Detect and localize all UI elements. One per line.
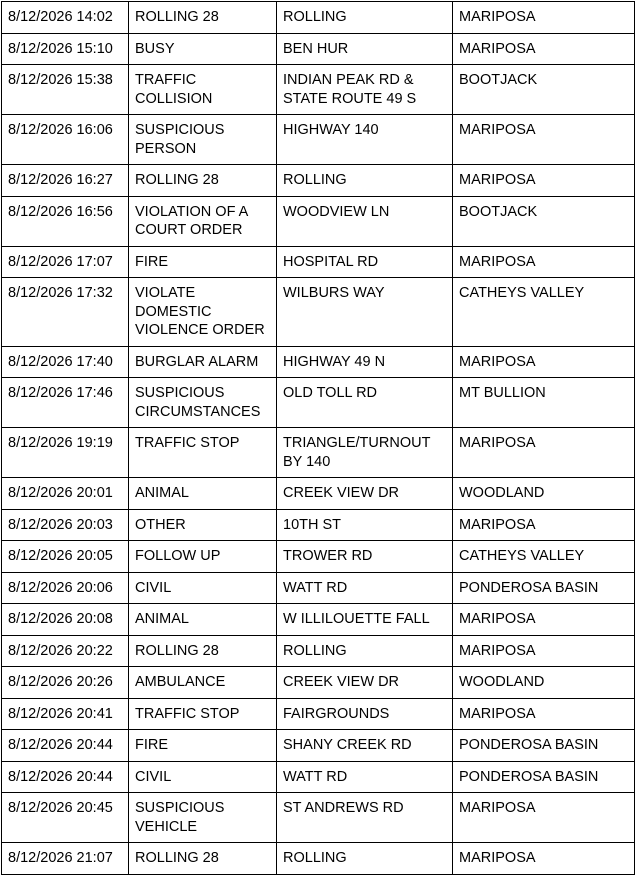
datetime-cell: 8/12/2026 20:44 (2, 730, 129, 762)
datetime-cell: 8/12/2026 20:05 (2, 541, 129, 573)
call-type-cell: CIVIL (129, 572, 277, 604)
city-cell: MARIPOSA (453, 165, 635, 197)
city-cell: PONDEROSA BASIN (453, 761, 635, 793)
call-type-cell: ROLLING 28 (129, 2, 277, 34)
call-type-cell: ROLLING 28 (129, 635, 277, 667)
datetime-cell: 8/12/2026 19:19 (2, 428, 129, 478)
city-cell: MARIPOSA (453, 509, 635, 541)
table-row (2, 793, 635, 843)
datetime-cell: 8/12/2026 20:41 (2, 698, 129, 730)
call-type-cell: CIVIL (129, 761, 277, 793)
table-row (2, 2, 635, 34)
city-cell: WOODLAND (453, 478, 635, 510)
location-cell: ROLLING (277, 843, 453, 875)
table-row (2, 698, 635, 730)
location-cell: TRIANGLE/TURNOUT BY 140 (277, 428, 453, 478)
call-type-cell: SUSPICIOUS CIRCUMSTANCES (129, 378, 277, 428)
datetime-cell: 8/12/2026 17:40 (2, 346, 129, 378)
city-cell: MT BULLION (453, 378, 635, 428)
table-row (2, 196, 635, 246)
table-row (2, 278, 635, 347)
location-cell: ROLLING (277, 165, 453, 197)
datetime-cell: 8/12/2026 20:44 (2, 761, 129, 793)
city-cell: WOODLAND (453, 667, 635, 699)
location-cell: OLD TOLL RD (277, 378, 453, 428)
call-type-cell: AMBULANCE (129, 667, 277, 699)
call-type-cell: BUSY (129, 33, 277, 65)
table-row (2, 604, 635, 636)
table-row (2, 730, 635, 762)
call-type-cell: ROLLING 28 (129, 843, 277, 875)
location-cell: ST ANDREWS RD (277, 793, 453, 843)
location-cell: 10TH ST (277, 509, 453, 541)
datetime-cell: 8/12/2026 16:06 (2, 115, 129, 165)
datetime-cell: 8/12/2026 20:22 (2, 635, 129, 667)
table-row (2, 541, 635, 573)
call-type-cell: OTHER (129, 509, 277, 541)
datetime-cell: 8/12/2026 20:08 (2, 604, 129, 636)
city-cell: CATHEYS VALLEY (453, 541, 635, 573)
datetime-cell: 8/12/2026 16:27 (2, 165, 129, 197)
location-cell: HIGHWAY 49 N (277, 346, 453, 378)
location-cell: WILBURS WAY (277, 278, 453, 347)
call-type-cell: ANIMAL (129, 478, 277, 510)
city-cell: PONDEROSA BASIN (453, 572, 635, 604)
datetime-cell: 8/12/2026 17:07 (2, 246, 129, 278)
city-cell: MARIPOSA (453, 793, 635, 843)
location-cell: SHANY CREEK RD (277, 730, 453, 762)
call-type-cell: FIRE (129, 730, 277, 762)
location-cell: ROLLING (277, 2, 453, 34)
call-type-cell: VIOLATION OF A COURT ORDER (129, 196, 277, 246)
datetime-cell: 8/12/2026 20:01 (2, 478, 129, 510)
table-row (2, 667, 635, 699)
city-cell: MARIPOSA (453, 604, 635, 636)
table-row (2, 65, 635, 115)
datetime-cell: 8/12/2026 20:26 (2, 667, 129, 699)
call-type-cell: TRAFFIC STOP (129, 698, 277, 730)
table-row (2, 478, 635, 510)
location-cell: W ILLILOUETTE FALL (277, 604, 453, 636)
call-log-table (1, 1, 635, 875)
city-cell: MARIPOSA (453, 115, 635, 165)
datetime-cell: 8/12/2026 15:10 (2, 33, 129, 65)
datetime-cell: 8/12/2026 16:56 (2, 196, 129, 246)
table-row (2, 165, 635, 197)
city-cell: BOOTJACK (453, 65, 635, 115)
location-cell: WOODVIEW LN (277, 196, 453, 246)
table-row (2, 346, 635, 378)
call-type-cell: ANIMAL (129, 604, 277, 636)
call-type-cell: VIOLATE DOMESTIC VIOLENCE ORDER (129, 278, 277, 347)
call-type-cell: ROLLING 28 (129, 165, 277, 197)
city-cell: MARIPOSA (453, 33, 635, 65)
location-cell: INDIAN PEAK RD & STATE ROUTE 49 S (277, 65, 453, 115)
city-cell: MARIPOSA (453, 428, 635, 478)
call-type-cell: SUSPICIOUS PERSON (129, 115, 277, 165)
table-row (2, 572, 635, 604)
city-cell: BOOTJACK (453, 196, 635, 246)
datetime-cell: 8/12/2026 21:07 (2, 843, 129, 875)
call-type-cell: FOLLOW UP (129, 541, 277, 573)
call-type-cell: TRAFFIC STOP (129, 428, 277, 478)
location-cell: BEN HUR (277, 33, 453, 65)
location-cell: WATT RD (277, 572, 453, 604)
location-cell: HOSPITAL RD (277, 246, 453, 278)
location-cell: HIGHWAY 140 (277, 115, 453, 165)
datetime-cell: 8/12/2026 20:03 (2, 509, 129, 541)
table-row (2, 761, 635, 793)
table-row (2, 428, 635, 478)
table-row (2, 33, 635, 65)
city-cell: MARIPOSA (453, 698, 635, 730)
city-cell: CATHEYS VALLEY (453, 278, 635, 347)
datetime-cell: 8/12/2026 20:45 (2, 793, 129, 843)
table-row (2, 509, 635, 541)
call-type-cell: BURGLAR ALARM (129, 346, 277, 378)
datetime-cell: 8/12/2026 17:32 (2, 278, 129, 347)
table-row (2, 843, 635, 875)
table-row (2, 246, 635, 278)
datetime-cell: 8/12/2026 14:02 (2, 2, 129, 34)
city-cell: MARIPOSA (453, 246, 635, 278)
datetime-cell: 8/12/2026 17:46 (2, 378, 129, 428)
location-cell: ROLLING (277, 635, 453, 667)
datetime-cell: 8/12/2026 20:06 (2, 572, 129, 604)
datetime-cell: 8/12/2026 15:38 (2, 65, 129, 115)
location-cell: CREEK VIEW DR (277, 478, 453, 510)
table-row (2, 115, 635, 165)
call-type-cell: SUSPICIOUS VEHICLE (129, 793, 277, 843)
table-row (2, 635, 635, 667)
city-cell: MARIPOSA (453, 2, 635, 34)
call-type-cell: FIRE (129, 246, 277, 278)
location-cell: FAIRGROUNDS (277, 698, 453, 730)
call-type-cell: TRAFFIC COLLISION (129, 65, 277, 115)
city-cell: MARIPOSA (453, 843, 635, 875)
location-cell: CREEK VIEW DR (277, 667, 453, 699)
city-cell: PONDEROSA BASIN (453, 730, 635, 762)
table-row (2, 378, 635, 428)
location-cell: WATT RD (277, 761, 453, 793)
city-cell: MARIPOSA (453, 635, 635, 667)
location-cell: TROWER RD (277, 541, 453, 573)
city-cell: MARIPOSA (453, 346, 635, 378)
